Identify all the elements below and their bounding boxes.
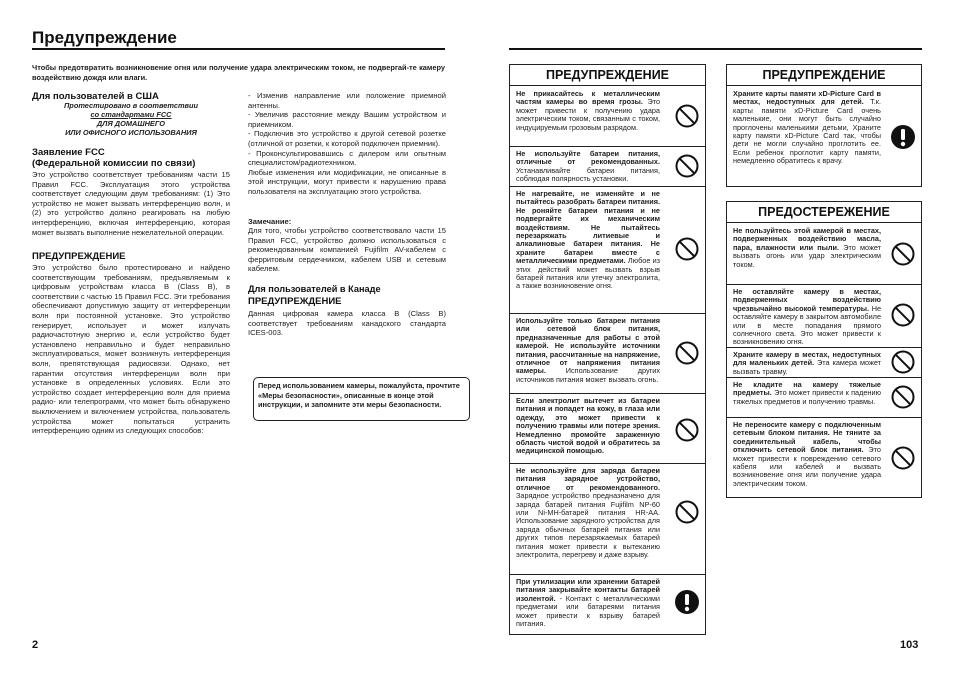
cert-line: со стандартами FCC [90,110,172,119]
remedy-item: - Подключив это устройство к другой сетевой розетке (отличной от розетки, к которой подключен приемник). [248,129,446,148]
warning-item [510,146,705,187]
item-bold: Не кладите на камеру тяжелые предметы. [733,380,881,398]
fcc-heading-sub: (Федеральной комиссии по связи) [32,158,196,169]
canada-heading: Для пользователей в Канаде [248,284,381,294]
usa-heading: Для пользователей в США [32,91,159,102]
item-text: Это может привести к падению тяжелых предметов и получению травмы. [733,388,881,406]
intro-text: Чтобы предотвратить возникновение огня или получение удара электрическим током, не подвергай-те камеру воздействию дождя или влаги. [32,63,445,82]
warning-item [510,463,705,575]
item-text: Это может привести к получению удара электрическим током, связанным с током, индуцируемым грозовым разрядом. [516,97,661,132]
warning-item [510,393,705,464]
warning-box-memory-card [726,64,922,187]
page-title: Предупреждение [32,28,177,47]
remedy-item: - Изменив направление или положение приемной антенны. [248,91,446,110]
cert-line: ИЛИ ОФИСНОГО ИСПОЛЬЗОВАНИЯ [65,128,197,137]
warning-item [510,313,705,394]
item-text: Не оставляйте камеру в закрытом автомобиле или в месте попадания прямого солнечного света. Это может привести к возникновению огня. [733,303,882,347]
item-bold: При утилизации или хранении батарей питания закрывайте контакты батарей изолентой. [516,577,660,603]
warning-item [510,574,705,635]
interference-remedies [248,91,446,197]
caution-item [727,347,921,378]
warning-text: Это устройство было протестировано и найдено соответствующим требованиям, предъявляемым к цифровым устройствам класса B (Class B), в соответствии с частью 15 Правил FCC. Эти требования обеспечивают допустимую защиту от интерференции волн при постоянной установке. Это устройство генерирует, использует и может излучать радиочастотную энергию и, если устройство будет установлено неправильно и будет неправильно эксплуатироваться, может возникнуть интерференция волн, препятствующая радиосвязи. Однако, нет гарантии отсутствия интерференции волн при установке в определенных условиях. Если это устройство создает интерференцию волн для приема радио- или телепрограмм, что может быть обнаружено выключением и включением устройства, пользователь устройства может попытаться устранить интерференцию одним из следующих способов: [32,263,230,436]
item-text: Эта камера может вызвать травму. [733,358,881,376]
item-text: Это может вызвать огонь или удар электрическим током. [733,242,881,269]
item-bold: Не нагревайте, не изменяйте и не пытайтесь разобрать батареи питания. Не роняйте батареи питания и не подвергайте их механическим воздействиям. Не пытайтесь перезаряжать литиевые и алкалиновые батареи питания. Не храните батареи вместе с металлическими предметами. [516,189,660,266]
item-bold: Храните карты памяти xD-Picture Card в местах, недоступных для детей. [733,89,881,107]
prohibition-icon [674,103,700,129]
item-bold: Не оставляйте камеру в местах, подверженных воздействию чрезвычайно высокой температуры. [733,287,881,313]
remark-text: Для того, чтобы устройство соответствовало части 15 Правил FCC, устройство должно использоваться с рекомендованным компанией Fujifilm AV-кабелем с ферритовым сердечником, кабелем USB и сетевым кабелем. [248,226,446,274]
item-bold: Не переносите камеру с подключенным сетевым блоком питания. Не тяните за соединительный кабель, чтобы отключить сетевой блок питания. [733,420,881,455]
right-top-rule [509,48,922,50]
cert-line: Протестировано в соответствии [63,101,199,110]
modifications-text: Любые изменения или модификации, не описанные в этой инструкции, могут привести к нарушению права пользователя на эксплуатацию этого устройства. [248,167,446,196]
warning-item [510,186,705,314]
item-bold: Не используйте для заряда батареи питания зарядное устройство, отличное от рекомендованного. [516,466,660,492]
warning-item [727,86,921,186]
caution-rows [727,223,921,497]
box-title: ПРЕДОСТЕРЕЖЕНИЕ [727,202,921,223]
exclamation-icon [674,589,700,615]
fcc-heading: Заявление FCC [32,147,105,158]
canada-text: Данная цифровая камера класса B (Class B) соответствует требованиям канадского стандарта ICES-003. [248,309,446,338]
item-bold: Не используйте батареи питания, отличные от рекомендованных. [516,149,660,167]
remedy-item: - Увеличив расстояние между Вашим устройством и приемником. [248,110,446,129]
fcc-certification [32,101,230,137]
item-bold: Храните камеру в местах, недоступных для маленьких детей. [733,350,881,368]
item-text: Устанавливайте батареи питания, соблюдая полярность установки. [516,165,660,184]
canada-warning-heading: ПРЕДУПРЕЖДЕНИЕ [248,296,342,307]
warning-box-main [509,64,706,635]
item-bold: Не прикасайтесь к металлическим частям камеры во время грозы. [516,89,660,107]
prohibition-icon [890,349,916,375]
item-text: - Контакт с металлическими предметами или батареями питания может привести к взрыву батарей питания. [516,593,660,629]
prohibition-icon [674,340,700,366]
item-text: Использование других источников питания может вызвать огонь. [516,366,661,384]
prohibition-icon [674,236,700,262]
warning-item [510,86,705,147]
item-bold: Не пользуйтесь этой камерой в местах, подверженных воздействию масла, пара, влажности или пыли. [733,226,881,252]
warning-heading: ПРЕДУПРЕЖДЕНИЕ [32,251,126,262]
item-bold: Используйте только батареи питания или сетевой блок питания, предназначенные для работы с этой камерой. Не используйте источники питания, рассчитанные на напряжение, отличное от напряжения питания камеры. [516,316,660,376]
prohibition-icon [890,445,916,471]
prohibition-icon [674,499,700,525]
box-title: ПРЕДУПРЕЖДЕНИЕ [510,65,705,86]
warning-rows [510,86,705,634]
item-text: Т.к. карты памяти xD-Picture Card очень маленькие, они могут быть случайно проглочены маленькими детьми, Храните карту памяти xD-Picture Card так, чтобы дети не могли случайно проглотить ее. Если ребенок проглотит карту памяти, немедленно обратитесь к врачу. [733,97,881,166]
page-number-left: 2 [32,639,39,651]
caution-item [727,284,921,348]
item-text: Любое из этих действий может вызвать взрыв батарей питания или утечку электролита, а также возникновение огня. [516,256,660,291]
cert-line: ДЛЯ ДОМАШНЕГО [96,119,166,128]
left-top-rule [32,48,445,50]
fcc-text: Это устройство соответствует требованиям части 15 Правил FCC. Эксплуатация этого устройства соответствует следующим двум требованиям: (1) Это устройство не может вызвать интерференцию волн, и (2) это устройство должно реагировать на любую интерференцию, включая интерференцию, которая может вызвать выполнение нежелательной операции. [32,170,230,237]
prohibition-icon [890,241,916,267]
item-bold: Если электролит вытечет из батареи питания и попадет на кожу, в глаза или одежду, это может привести к получению травмы или потере зрения. Немедленно промойте зараженную область чистой водой и обратитесь за медицинской помощью. [516,396,660,456]
safety-note-box: Перед использованием камеры, пожалуйста, прочтите «Меры безопасности», описанные в конце этой инструкции, и запомните эти меры безопасности. [253,377,470,421]
caution-box [726,201,922,498]
prohibition-icon [890,384,916,410]
page-number-right: 103 [900,639,919,651]
item-text: Зарядное устройство предназначено для заряда батарей питания Fujifilm NP-60 или Ni-MH-батарей питания HR-AA. Использование зарядного устройства для заряда обычных батарей питания или других типов перезаряжаемых батарей питания может привести к вытеканию электролита, перегреву и даже взрыву. [516,491,660,560]
prohibition-icon [674,417,700,443]
remedy-item: - Проконсультировавшись с дилером или опытным специалистом/радиотехником. [248,148,446,168]
caution-item [727,417,921,498]
box-title: ПРЕДУПРЕЖДЕНИЕ [727,65,921,86]
prohibition-icon [674,153,700,179]
remark-heading: Замечание: [248,217,292,226]
exclamation-icon [890,124,916,150]
prohibition-icon [890,302,916,328]
item-text: Это может привести к повреждению сетевого кабеля или кабелей и вызвать возникновение огня или получение удара электрическим током. [733,445,881,488]
caution-item [727,377,921,418]
caution-item [727,223,921,285]
